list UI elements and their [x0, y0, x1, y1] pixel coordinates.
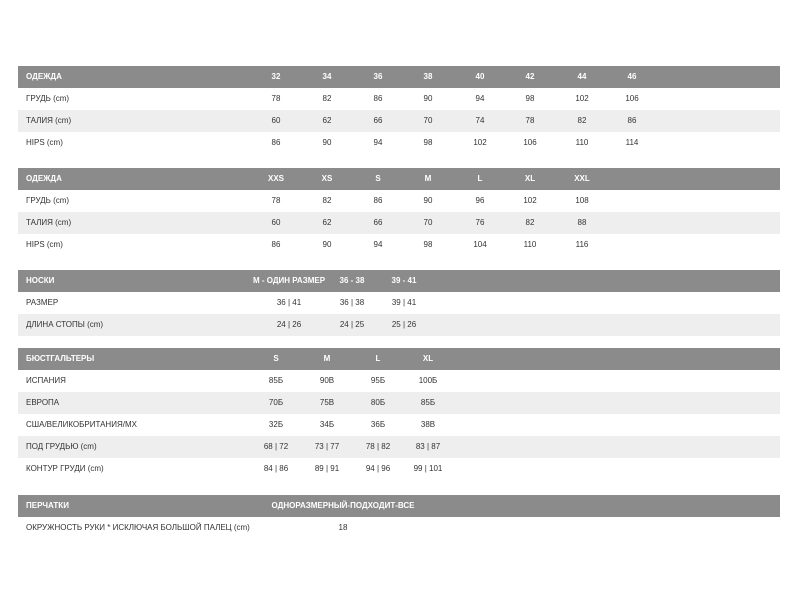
- table-cell: 73 | 77: [314, 442, 340, 451]
- section-title: НОСКИ: [26, 276, 55, 285]
- table-cell: 98: [423, 138, 433, 147]
- table-cell: 78: [525, 116, 535, 125]
- table-row: [18, 292, 780, 314]
- table-cell: 82: [525, 218, 535, 227]
- table-cell: 94: [373, 240, 383, 249]
- table-cell: 83 | 87: [415, 442, 441, 451]
- table-row: [18, 110, 780, 132]
- column-header: 36 - 38: [339, 276, 365, 285]
- table-row: [18, 234, 780, 256]
- table-row: [18, 314, 780, 336]
- table-row: [18, 414, 780, 436]
- table-cell: 90: [322, 138, 332, 147]
- table-cell: 85Б: [268, 376, 284, 385]
- table-cell: 60: [271, 218, 281, 227]
- section-title: ОДЕЖДА: [26, 174, 62, 183]
- table-cell: 82: [577, 116, 587, 125]
- table-row: [18, 458, 780, 480]
- column-header: 38: [423, 72, 433, 81]
- section-title: БЮСТГАЛЬТЕРЫ: [26, 354, 95, 363]
- column-header: XL: [524, 174, 536, 183]
- column-header: XXL: [574, 174, 590, 183]
- table-cell: 98: [525, 94, 535, 103]
- table-cell: 86: [271, 240, 281, 249]
- table-cell: 38В: [420, 420, 436, 429]
- table-cell: 78: [271, 196, 281, 205]
- row-label: ТАЛИЯ (cm): [26, 218, 72, 227]
- column-header: 34: [322, 72, 332, 81]
- column-header: 40: [475, 72, 485, 81]
- section-title: ОДЕЖДА: [26, 72, 62, 81]
- table-cell: 70Б: [268, 398, 284, 407]
- column-header: 44: [577, 72, 587, 81]
- table-cell: 66: [373, 116, 383, 125]
- column-header: M - ОДИН РАЗМЕР: [252, 276, 326, 285]
- table-cell: 78 | 82: [365, 442, 391, 451]
- table-cell: 106: [625, 94, 639, 103]
- table-cell: 70: [423, 116, 433, 125]
- section-title: ПЕРЧАТКИ: [26, 501, 69, 510]
- table-row: [18, 436, 780, 458]
- table-row: [18, 88, 780, 110]
- table-cell: 80Б: [370, 398, 386, 407]
- socks-table: [18, 270, 780, 336]
- table-cell: 36 | 41: [276, 298, 302, 307]
- table-cell: 102: [523, 196, 537, 205]
- row-label: HIPS (cm): [26, 240, 63, 249]
- column-header: L: [477, 174, 483, 183]
- row-label: ТАЛИЯ (cm): [26, 116, 72, 125]
- table-cell: 90: [423, 196, 433, 205]
- column-header: S: [273, 354, 279, 363]
- table-header-row: [18, 348, 780, 370]
- table-cell: 62: [322, 116, 332, 125]
- column-header: ОДНОРАЗМЕРНЫЙ-ПОДХОДИТ-ВСЕ: [271, 501, 415, 510]
- table-cell: 96: [475, 196, 485, 205]
- table-cell: 86: [627, 116, 637, 125]
- column-header: XS: [321, 174, 333, 183]
- column-header: 46: [627, 72, 637, 81]
- row-label: РАЗМЕР: [26, 298, 59, 307]
- table-cell: 99 | 101: [413, 464, 443, 473]
- column-header: M: [424, 174, 432, 183]
- row-label: ИСПАНИЯ: [26, 376, 66, 385]
- clothing-letter-sizes-table: [18, 168, 780, 256]
- table-cell: 74: [475, 116, 485, 125]
- table-cell: 78: [271, 94, 281, 103]
- table-cell: 86: [271, 138, 281, 147]
- table-cell: 95Б: [370, 376, 386, 385]
- table-cell: 82: [322, 196, 332, 205]
- table-cell: 85Б: [420, 398, 436, 407]
- table-cell: 18: [338, 523, 348, 532]
- table-cell: 88: [577, 218, 587, 227]
- row-label: США/ВЕЛИКОБРИТАНИЯ/MX: [26, 420, 137, 429]
- table-header-row: [18, 270, 780, 292]
- clothing-numeric-sizes-table: [18, 66, 780, 154]
- table-cell: 24 | 26: [276, 320, 302, 329]
- table-cell: 25 | 26: [391, 320, 417, 329]
- table-cell: 114: [625, 138, 639, 147]
- table-cell: 108: [575, 196, 589, 205]
- row-label: ПОД ГРУДЬЮ (cm): [26, 442, 97, 451]
- column-header: XL: [422, 354, 434, 363]
- table-cell: 86: [373, 94, 383, 103]
- table-row: [18, 132, 780, 154]
- table-cell: 66: [373, 218, 383, 227]
- table-row: [18, 212, 780, 234]
- table-header-row: [18, 495, 780, 517]
- table-cell: 36 | 38: [339, 298, 365, 307]
- column-header: S: [375, 174, 381, 183]
- table-cell: 89 | 91: [314, 464, 340, 473]
- table-cell: 32Б: [268, 420, 284, 429]
- row-label: HIPS (cm): [26, 138, 63, 147]
- row-label: КОНТУР ГРУДИ (cm): [26, 464, 104, 473]
- table-cell: 90: [322, 240, 332, 249]
- row-label: ДЛИНА СТОПЫ (cm): [26, 320, 104, 329]
- table-cell: 102: [473, 138, 487, 147]
- table-row: [18, 190, 780, 212]
- column-header: 36: [373, 72, 383, 81]
- table-cell: 104: [473, 240, 487, 249]
- column-header: 42: [525, 72, 535, 81]
- table-cell: 110: [575, 138, 589, 147]
- table-cell: 76: [475, 218, 485, 227]
- table-header-row: [18, 168, 780, 190]
- table-cell: 106: [523, 138, 537, 147]
- table-cell: 75В: [319, 398, 335, 407]
- row-label: ОКРУЖНОСТЬ РУКИ * ИСКЛЮЧАЯ БОЛЬШОЙ ПАЛЕЦ (cm): [26, 523, 250, 532]
- table-cell: 86: [373, 196, 383, 205]
- table-cell: 60: [271, 116, 281, 125]
- table-row: [18, 517, 780, 539]
- table-cell: 94: [475, 94, 485, 103]
- table-cell: 94: [373, 138, 383, 147]
- column-header: M: [323, 354, 331, 363]
- row-label: ГРУДЬ (cm): [26, 196, 70, 205]
- table-cell: 70: [423, 218, 433, 227]
- table-cell: 102: [575, 94, 589, 103]
- table-cell: 90В: [319, 376, 335, 385]
- table-cell: 68 | 72: [263, 442, 289, 451]
- table-cell: 34Б: [319, 420, 335, 429]
- table-cell: 98: [423, 240, 433, 249]
- table-cell: 94 | 96: [365, 464, 391, 473]
- table-cell: 24 | 25: [339, 320, 365, 329]
- table-cell: 62: [322, 218, 332, 227]
- gloves-table: [18, 495, 780, 539]
- table-header-row: [18, 66, 780, 88]
- column-header: 39 - 41: [391, 276, 417, 285]
- table-cell: 36Б: [370, 420, 386, 429]
- table-cell: 90: [423, 94, 433, 103]
- table-cell: 100Б: [418, 376, 438, 385]
- bras-table: [18, 348, 780, 480]
- table-row: [18, 370, 780, 392]
- column-header: L: [375, 354, 381, 363]
- row-label: ГРУДЬ (cm): [26, 94, 70, 103]
- table-row: [18, 392, 780, 414]
- column-header: XXS: [267, 174, 285, 183]
- column-header: 32: [271, 72, 281, 81]
- table-cell: 116: [575, 240, 589, 249]
- table-cell: 39 | 41: [391, 298, 417, 307]
- table-cell: 84 | 86: [263, 464, 289, 473]
- table-cell: 82: [322, 94, 332, 103]
- table-cell: 110: [523, 240, 537, 249]
- row-label: ЕВРОПА: [26, 398, 60, 407]
